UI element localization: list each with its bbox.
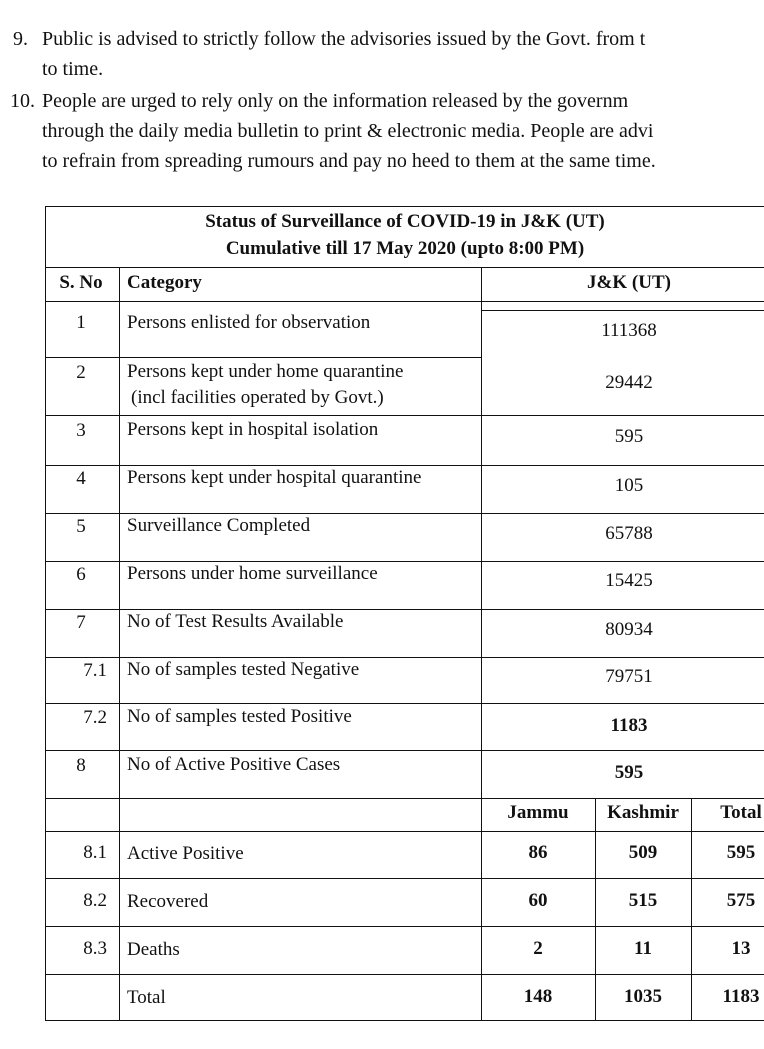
header-total: Total bbox=[720, 802, 762, 823]
row-category: Deaths bbox=[127, 939, 180, 960]
row-sno: 8 bbox=[76, 755, 86, 776]
row-category: Persons kept under hospital quarantine bbox=[127, 467, 422, 488]
row-category: Surveillance Completed bbox=[127, 515, 311, 536]
jammu-value: 148 bbox=[523, 986, 553, 1007]
total-value: 1183 bbox=[722, 986, 760, 1007]
row-category: Active Positive bbox=[127, 843, 244, 864]
header-sno: S. No bbox=[59, 272, 103, 293]
row-value: 1183 bbox=[610, 715, 648, 736]
row-value: 595 bbox=[614, 426, 644, 447]
row-sno: 2 bbox=[76, 362, 86, 383]
header-category: Category bbox=[127, 272, 202, 293]
row-value: 111368 bbox=[601, 320, 657, 341]
row-category: Persons under home surveillance bbox=[127, 563, 378, 584]
row-category: Persons kept under home quarantine bbox=[127, 361, 404, 382]
kashmir-value: 1035 bbox=[624, 986, 662, 1007]
row-category: No of Test Results Available bbox=[127, 611, 344, 632]
row-category: Total bbox=[127, 987, 166, 1008]
note-line: to refrain from spreading rumours and pay no heed to them at the same time. bbox=[42, 150, 656, 172]
row-category: Recovered bbox=[127, 891, 209, 912]
row-value: 65788 bbox=[605, 523, 653, 544]
note-number: 10. bbox=[10, 90, 35, 112]
total-value: 13 bbox=[731, 938, 751, 959]
note-line: to time. bbox=[42, 58, 104, 80]
row-sno: 7 bbox=[76, 612, 86, 633]
row-category: No of samples tested Negative bbox=[127, 659, 360, 680]
row-value: 105 bbox=[614, 475, 644, 496]
kashmir-value: 515 bbox=[628, 890, 658, 911]
header-value: J&K (UT) bbox=[587, 272, 671, 293]
note-number: 9. bbox=[13, 28, 28, 50]
note-line: Public is advised to strictly follow the advisories issued by the Govt. from t bbox=[42, 28, 646, 50]
header-jammu: Jammu bbox=[507, 802, 569, 823]
row-value: 29442 bbox=[605, 372, 653, 393]
table-subtitle: Cumulative till 17 May 2020 (upto 8:00 PM) bbox=[225, 238, 585, 259]
row-sno: 5 bbox=[76, 516, 86, 537]
row-value: 595 bbox=[614, 762, 644, 783]
row-value: 80934 bbox=[605, 619, 653, 640]
note-line: People are urged to rely only on the information released by the governm bbox=[42, 90, 629, 112]
total-value: 575 bbox=[726, 890, 756, 911]
surveillance-status-table bbox=[45, 206, 764, 1021]
row-sno: 8.2 bbox=[83, 890, 107, 911]
jammu-value: 86 bbox=[528, 842, 548, 863]
row-sno: 7.2 bbox=[83, 707, 107, 728]
jammu-value: 60 bbox=[528, 890, 548, 911]
row-sno: 1 bbox=[76, 312, 86, 333]
table-title: Status of Surveillance of COVID-19 in J&K (UT) bbox=[205, 211, 605, 232]
row-sno: 4 bbox=[76, 468, 86, 489]
note-line: through the daily media bulletin to print & electronic media. People are advi bbox=[42, 120, 654, 142]
total-value: 595 bbox=[726, 842, 756, 863]
row-category: Persons enlisted for observation bbox=[127, 312, 371, 333]
row-sno: 7.1 bbox=[83, 660, 107, 681]
header-kashmir: Kashmir bbox=[607, 802, 679, 823]
row-value: 79751 bbox=[605, 666, 653, 687]
row-sno: 3 bbox=[76, 420, 86, 441]
row-sno: 8.3 bbox=[83, 938, 107, 959]
row-sno: 6 bbox=[76, 564, 86, 585]
row-value: 15425 bbox=[605, 570, 653, 591]
row-category: No of Active Positive Cases bbox=[127, 754, 341, 775]
row-category: No of samples tested Positive bbox=[127, 706, 352, 727]
row-category-detail: (incl facilities operated by Govt.) bbox=[131, 387, 384, 408]
kashmir-value: 11 bbox=[634, 938, 652, 959]
row-category: Persons kept in hospital isolation bbox=[127, 419, 379, 440]
row-sno: 8.1 bbox=[83, 842, 107, 863]
jammu-value: 2 bbox=[533, 938, 543, 959]
kashmir-value: 509 bbox=[628, 842, 658, 863]
